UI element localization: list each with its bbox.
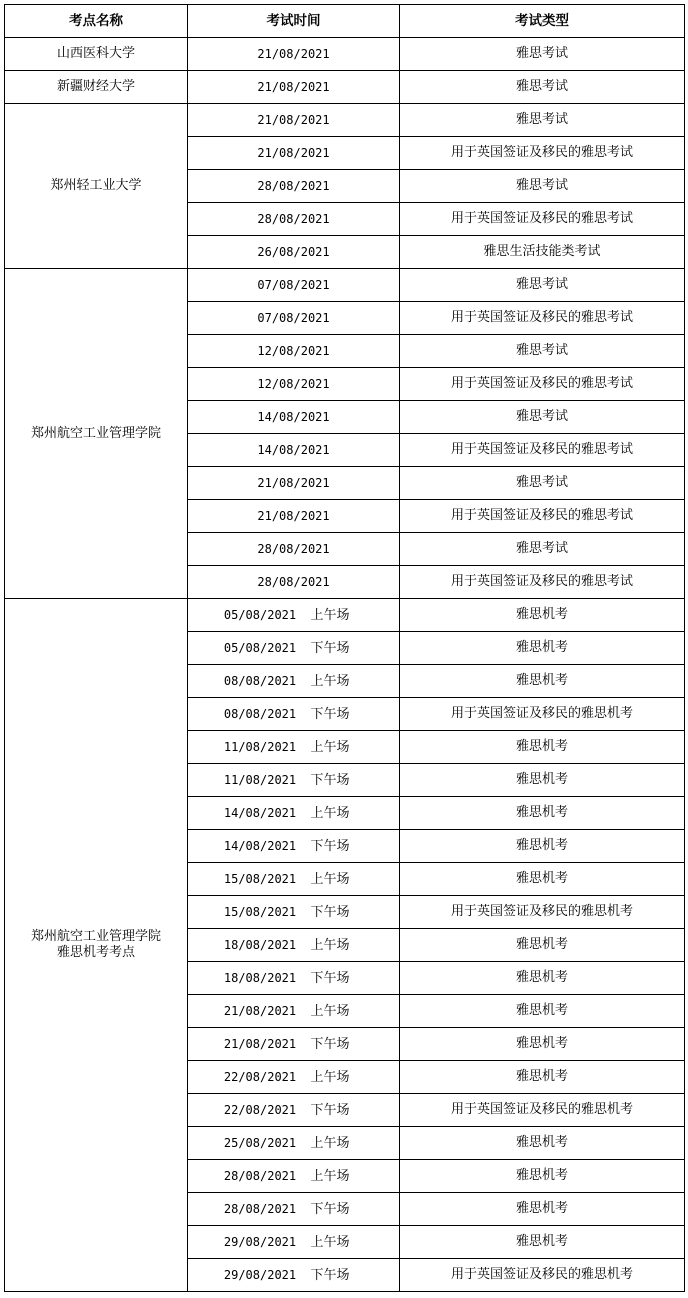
- exam-date: 14/08/2021: [257, 409, 330, 424]
- exam-session: 上午场: [310, 871, 350, 887]
- exam-time-cell: [188, 764, 400, 797]
- exam-type-cell: 用于英国签证及移民的雅思考试: [400, 368, 685, 401]
- exam-time-cell: [188, 995, 400, 1028]
- exam-type-cell: 雅思机考: [400, 1226, 685, 1259]
- exam-session: 上午场: [310, 607, 350, 623]
- exam-time-cell: [188, 665, 400, 698]
- exam-session: 下午场: [310, 970, 350, 986]
- exam-type-cell: 用于英国签证及移民的雅思考试: [400, 137, 685, 170]
- exam-time-cell: [188, 1226, 400, 1259]
- exam-type-cell: 雅思考试: [400, 467, 685, 500]
- exam-session: 上午场: [310, 1234, 350, 1250]
- exam-type-cell: 用于英国签证及移民的雅思机考: [400, 698, 685, 731]
- site-name-line: 新疆财经大学: [56, 79, 135, 94]
- exam-date: 21/08/2021: [257, 46, 330, 61]
- exam-time-cell: [188, 863, 400, 896]
- exam-time-cell: [188, 533, 400, 566]
- exam-session: 上午场: [310, 1003, 350, 1019]
- exam-date: 05/08/2021: [223, 607, 297, 622]
- exam-session: 下午场: [310, 640, 350, 656]
- exam-session: 下午场: [310, 1102, 350, 1118]
- exam-type-cell: 雅思考试: [400, 533, 685, 566]
- header-exam-time: 考试时间: [188, 5, 400, 38]
- exam-time-cell: [188, 797, 400, 830]
- site-name-line: 郑州轻工业大学: [50, 178, 142, 193]
- site-name-cell: [5, 71, 188, 104]
- exam-session: 下午场: [310, 1267, 350, 1283]
- exam-session: 下午场: [310, 1201, 350, 1217]
- exam-time-cell: [188, 1127, 400, 1160]
- exam-date: 28/08/2021: [257, 541, 330, 556]
- exam-time-cell: [188, 137, 400, 170]
- exam-session: 上午场: [310, 805, 350, 821]
- exam-session: 上午场: [310, 1135, 350, 1151]
- exam-date: 14/08/2021: [223, 805, 297, 820]
- exam-date: 14/08/2021: [223, 838, 297, 853]
- exam-type-cell: 雅思机考: [400, 632, 685, 665]
- exam-type-cell: 雅思机考: [400, 1193, 685, 1226]
- exam-session: 上午场: [310, 673, 350, 689]
- exam-time-cell: [188, 1094, 400, 1127]
- exam-date: 29/08/2021: [223, 1234, 297, 1249]
- site-name-line: 山西医科大学: [56, 46, 135, 61]
- exam-time-cell: [188, 368, 400, 401]
- exam-type-cell: 用于英国签证及移民的雅思考试: [400, 500, 685, 533]
- exam-date: 28/08/2021: [257, 211, 330, 226]
- exam-date: 15/08/2021: [223, 871, 297, 886]
- site-name-cell: [5, 38, 188, 71]
- exam-type-cell: 雅思机考: [400, 1127, 685, 1160]
- exam-type-cell: 雅思机考: [400, 797, 685, 830]
- exam-time-cell: [188, 929, 400, 962]
- exam-session: 下午场: [310, 706, 350, 722]
- exam-date: 15/08/2021: [223, 904, 297, 919]
- exam-time-cell: [188, 170, 400, 203]
- exam-type-cell: 雅思机考: [400, 764, 685, 797]
- exam-date: 11/08/2021: [223, 739, 297, 754]
- header-row: [5, 5, 685, 38]
- site-name-line: 郑州航空工业管理学院: [30, 425, 161, 441]
- exam-date: 12/08/2021: [257, 376, 330, 391]
- exam-session: 下午场: [310, 772, 350, 788]
- exam-type-cell: 雅思考试: [400, 104, 685, 137]
- exam-date: 26/08/2021: [257, 244, 330, 259]
- exam-type-cell: 用于英国签证及移民的雅思机考: [400, 896, 685, 929]
- exam-date: 28/08/2021: [223, 1168, 297, 1183]
- exam-time-cell: [188, 566, 400, 599]
- exam-session: 上午场: [310, 739, 350, 755]
- exam-time-cell: [188, 896, 400, 929]
- table-row: [5, 71, 685, 104]
- exam-type-cell: 用于英国签证及移民的雅思考试: [400, 203, 685, 236]
- exam-time-cell: [188, 632, 400, 665]
- exam-time-cell: [188, 467, 400, 500]
- exam-time-cell: [188, 434, 400, 467]
- schedule-body: [5, 38, 685, 1292]
- exam-type-cell: 雅思机考: [400, 1061, 685, 1094]
- header-site-name: 考点名称: [5, 5, 188, 38]
- exam-time-cell: [188, 599, 400, 632]
- exam-type-cell: 用于英国签证及移民的雅思考试: [400, 434, 685, 467]
- exam-date: 21/08/2021: [257, 79, 330, 94]
- exam-type-cell: 雅思机考: [400, 731, 685, 764]
- exam-session: 下午场: [310, 1036, 350, 1052]
- exam-type-cell: 雅思考试: [400, 269, 685, 302]
- exam-type-cell: 雅思考试: [400, 71, 685, 104]
- exam-date: 21/08/2021: [257, 475, 330, 490]
- site-name-cell: [5, 269, 188, 599]
- table-row: [5, 104, 685, 137]
- exam-type-cell: 雅思机考: [400, 863, 685, 896]
- exam-date: 12/08/2021: [257, 343, 330, 358]
- exam-date: 18/08/2021: [223, 937, 297, 952]
- exam-date: 21/08/2021: [257, 145, 330, 160]
- exam-schedule-table: [4, 4, 685, 1292]
- exam-type-cell: 雅思考试: [400, 401, 685, 434]
- exam-time-cell: [188, 236, 400, 269]
- exam-date: 11/08/2021: [223, 772, 297, 787]
- exam-date: 05/08/2021: [223, 640, 297, 655]
- header-exam-type: 考试类型: [400, 5, 685, 38]
- table-row: [5, 599, 685, 632]
- exam-session: 上午场: [310, 1168, 350, 1184]
- exam-session: 上午场: [310, 937, 350, 953]
- exam-time-cell: [188, 830, 400, 863]
- exam-date: 21/08/2021: [257, 508, 330, 523]
- exam-session: 下午场: [310, 904, 350, 920]
- exam-date: 21/08/2021: [223, 1036, 297, 1051]
- exam-date: 28/08/2021: [223, 1201, 297, 1216]
- exam-date: 08/08/2021: [223, 673, 297, 688]
- exam-date: 22/08/2021: [223, 1069, 297, 1084]
- exam-date: 08/08/2021: [223, 706, 297, 721]
- exam-type-cell: 雅思机考: [400, 1160, 685, 1193]
- exam-date: 14/08/2021: [257, 442, 330, 457]
- exam-time-cell: [188, 1160, 400, 1193]
- exam-time-cell: [188, 269, 400, 302]
- exam-date: 28/08/2021: [257, 178, 330, 193]
- exam-time-cell: [188, 71, 400, 104]
- exam-date: 22/08/2021: [223, 1102, 297, 1117]
- exam-time-cell: [188, 1061, 400, 1094]
- exam-date: 21/08/2021: [223, 1003, 297, 1018]
- exam-type-cell: 雅思机考: [400, 665, 685, 698]
- table-row: [5, 269, 685, 302]
- exam-type-cell: 雅思生活技能类考试: [400, 236, 685, 269]
- exam-type-cell: 雅思机考: [400, 962, 685, 995]
- exam-time-cell: [188, 731, 400, 764]
- exam-date: 29/08/2021: [223, 1267, 297, 1282]
- exam-time-cell: [188, 698, 400, 731]
- exam-type-cell: 用于英国签证及移民的雅思机考: [400, 1259, 685, 1292]
- exam-type-cell: 雅思机考: [400, 830, 685, 863]
- exam-date: 25/08/2021: [223, 1135, 297, 1150]
- exam-type-cell: 用于英国签证及移民的雅思机考: [400, 1094, 685, 1127]
- exam-time-cell: [188, 1259, 400, 1292]
- exam-type-cell: 雅思考试: [400, 38, 685, 71]
- site-name-line: 雅思机考考点: [56, 945, 135, 960]
- site-name-line: 郑州航空工业管理学院: [30, 929, 161, 944]
- exam-time-cell: [188, 302, 400, 335]
- exam-time-cell: [188, 38, 400, 71]
- exam-time-cell: [188, 401, 400, 434]
- exam-time-cell: [188, 962, 400, 995]
- exam-type-cell: 雅思机考: [400, 599, 685, 632]
- exam-type-cell: 用于英国签证及移民的雅思考试: [400, 302, 685, 335]
- exam-time-cell: [188, 500, 400, 533]
- exam-type-cell: 雅思机考: [400, 929, 685, 962]
- exam-type-cell: 用于英国签证及移民的雅思考试: [400, 566, 685, 599]
- exam-date: 07/08/2021: [257, 310, 330, 325]
- site-name-cell: [5, 104, 188, 269]
- table-row: [5, 38, 685, 71]
- exam-type-cell: 雅思机考: [400, 995, 685, 1028]
- exam-session: 上午场: [310, 1069, 350, 1085]
- exam-date: 18/08/2021: [223, 970, 297, 985]
- exam-time-cell: [188, 203, 400, 236]
- exam-date: 28/08/2021: [257, 574, 330, 589]
- exam-time-cell: [188, 1028, 400, 1061]
- exam-time-cell: [188, 335, 400, 368]
- exam-time-cell: [188, 104, 400, 137]
- exam-type-cell: 雅思考试: [400, 170, 685, 203]
- exam-type-cell: 雅思考试: [400, 335, 685, 368]
- exam-date: 21/08/2021: [257, 112, 330, 127]
- exam-session: 下午场: [310, 838, 350, 854]
- exam-date: 07/08/2021: [257, 277, 330, 292]
- exam-type-cell: 雅思机考: [400, 1028, 685, 1061]
- exam-time-cell: [188, 1193, 400, 1226]
- site-name-cell: [5, 599, 188, 1292]
